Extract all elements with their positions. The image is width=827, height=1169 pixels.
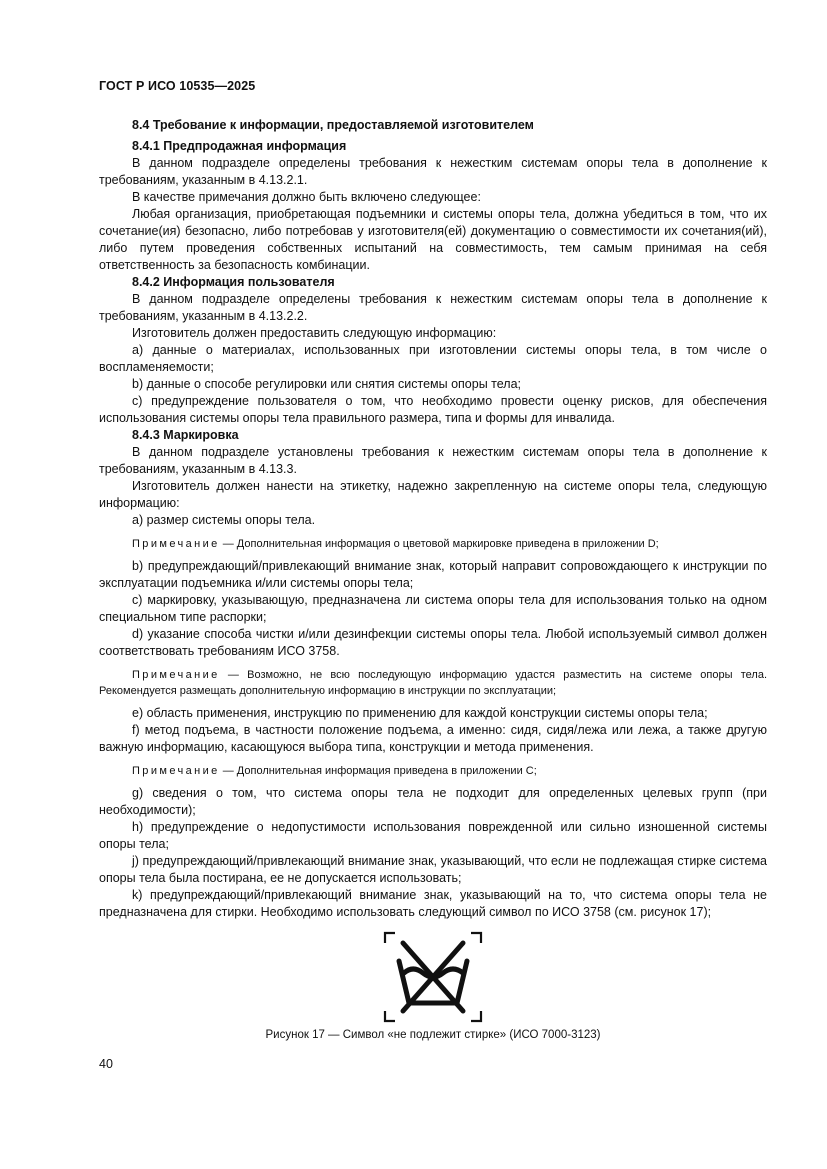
list-item: d) указание способа чистки и/или дезинфекции системы опоры тела. Любой используемый символ должен соответствовать требованиям ИСО 3758. [99, 627, 767, 658]
list-item: f) метод подъема, в частности положение подъема, а именно: сидя, сидя/лежа или лежа, а также другую важную информацию, касающуюся выбора типа, конструкции и метода применения. [99, 723, 767, 754]
note-label: Примечание [132, 538, 220, 550]
subsection-title-843: 8.4.3 Маркировка [132, 428, 239, 442]
list-item: a) данные о материалах, использованных при изготовлении системы опоры тела, в том числе о воспламеняемости; [99, 343, 767, 374]
figure-17 [99, 931, 767, 1023]
document-header: ГОСТ Р ИСО 10535—2025 [99, 79, 256, 93]
note-label: Примечание [132, 765, 220, 777]
paragraph: В качестве примечания должно быть включено следующее: [132, 190, 481, 204]
list-item: b) предупреждающий/привлекающий внимание знак, который направит сопровождающего к инструкции по эксплуатации подъемника и/или системы опоры тела; [99, 559, 767, 590]
list-item: e) область применения, инструкцию по применению для каждой конструкции системы опоры тела; [132, 706, 708, 720]
page-number: 40 [99, 1057, 113, 1071]
note [99, 536, 767, 552]
list-item: c) маркировку, указывающую, предназначена ли система опоры тела для использования только на одном специальном типе распорки; [99, 593, 767, 624]
do-not-wash-icon [383, 931, 483, 1023]
list-item: k) предупреждающий/привлекающий внимание знак, указывающий на то, что система опоры тела не предназначена для стирки. Необходимо использовать следующий символ по ИСО 3758 (см. рисунок 17); [99, 888, 767, 919]
subsection-title-841: 8.4.1 Предпродажная информация [132, 139, 347, 153]
list-item: h) предупреждение о недопустимости использования поврежденной или сильно изношенной системы опоры тела; [99, 820, 767, 851]
page-content [99, 117, 767, 1043]
note-text: — Дополнительная информация о цветовой маркировке приведена в приложении D; [222, 538, 659, 550]
note [99, 667, 767, 699]
list-item: g) сведения о том, что система опоры тела не подходит для определенных целевых групп (при необходимости); [99, 786, 767, 817]
list-item: j) предупреждающий/привлекающий внимание знак, указывающий, что если не подлежащая стирке система опоры тела была постирана, ее не допускается использовать; [99, 854, 767, 885]
list-item: c) предупреждение пользователя о том, что необходимо провести оценку рисков, для обеспечения использования системы опоры тела правильного размера, типа и формы для инвалида. [99, 394, 767, 425]
note [99, 763, 767, 779]
note-text: — Дополнительная информация приведена в приложении С; [222, 765, 537, 777]
paragraph: Любая организация, приобретающая подъемники и системы опоры тела, должна убедиться в том, что их сочетание(ия) безопасно, либо потребовав у изготовителя(ей) документацию о совместимости их сочетания(ий), либо путем проведения собственных испытаний на совместимость, тем самым принимая на себя ответственность за безопасность комбинации. [99, 207, 767, 272]
list-item: b) данные о способе регулировки или снятия системы опоры тела; [132, 377, 522, 391]
figure-caption: Рисунок 17 — Символ «не подлежит стирке» (ИСО 7000-3123) [265, 1029, 601, 1041]
subsection-title-842: 8.4.2 Информация пользователя [132, 275, 335, 289]
list-item: a) размер системы опоры тела. [132, 513, 316, 527]
paragraph: В данном подразделе установлены требования к нежестким системам опоры тела в дополнение к требованиям, указанным в 4.13.3. [99, 445, 767, 476]
section-title: 8.4 Требование к информации, предоставляемой изготовителем [132, 118, 534, 132]
paragraph: В данном подразделе определены требования к нежестким системам опоры тела в дополнение к требованиям, указанным в 4.13.2.1. [99, 156, 767, 187]
note-label: Примечание [132, 669, 220, 681]
paragraph: Изготовитель должен нанести на этикетку, надежно закрепленную на системе опоры тела, следующую информацию: [99, 479, 767, 510]
paragraph: В данном подразделе определены требования к нежестким системам опоры тела в дополнение к требованиям, указанным в 4.13.2.2. [99, 292, 767, 323]
paragraph: Изготовитель должен предоставить следующую информацию: [132, 326, 497, 340]
note-text: — Возможно, не всю последующую информацию удастся разместить на системе опоры тела. Рекомендуется размещать дополнительную информацию в инструкции по эксплуатации; [99, 669, 767, 697]
